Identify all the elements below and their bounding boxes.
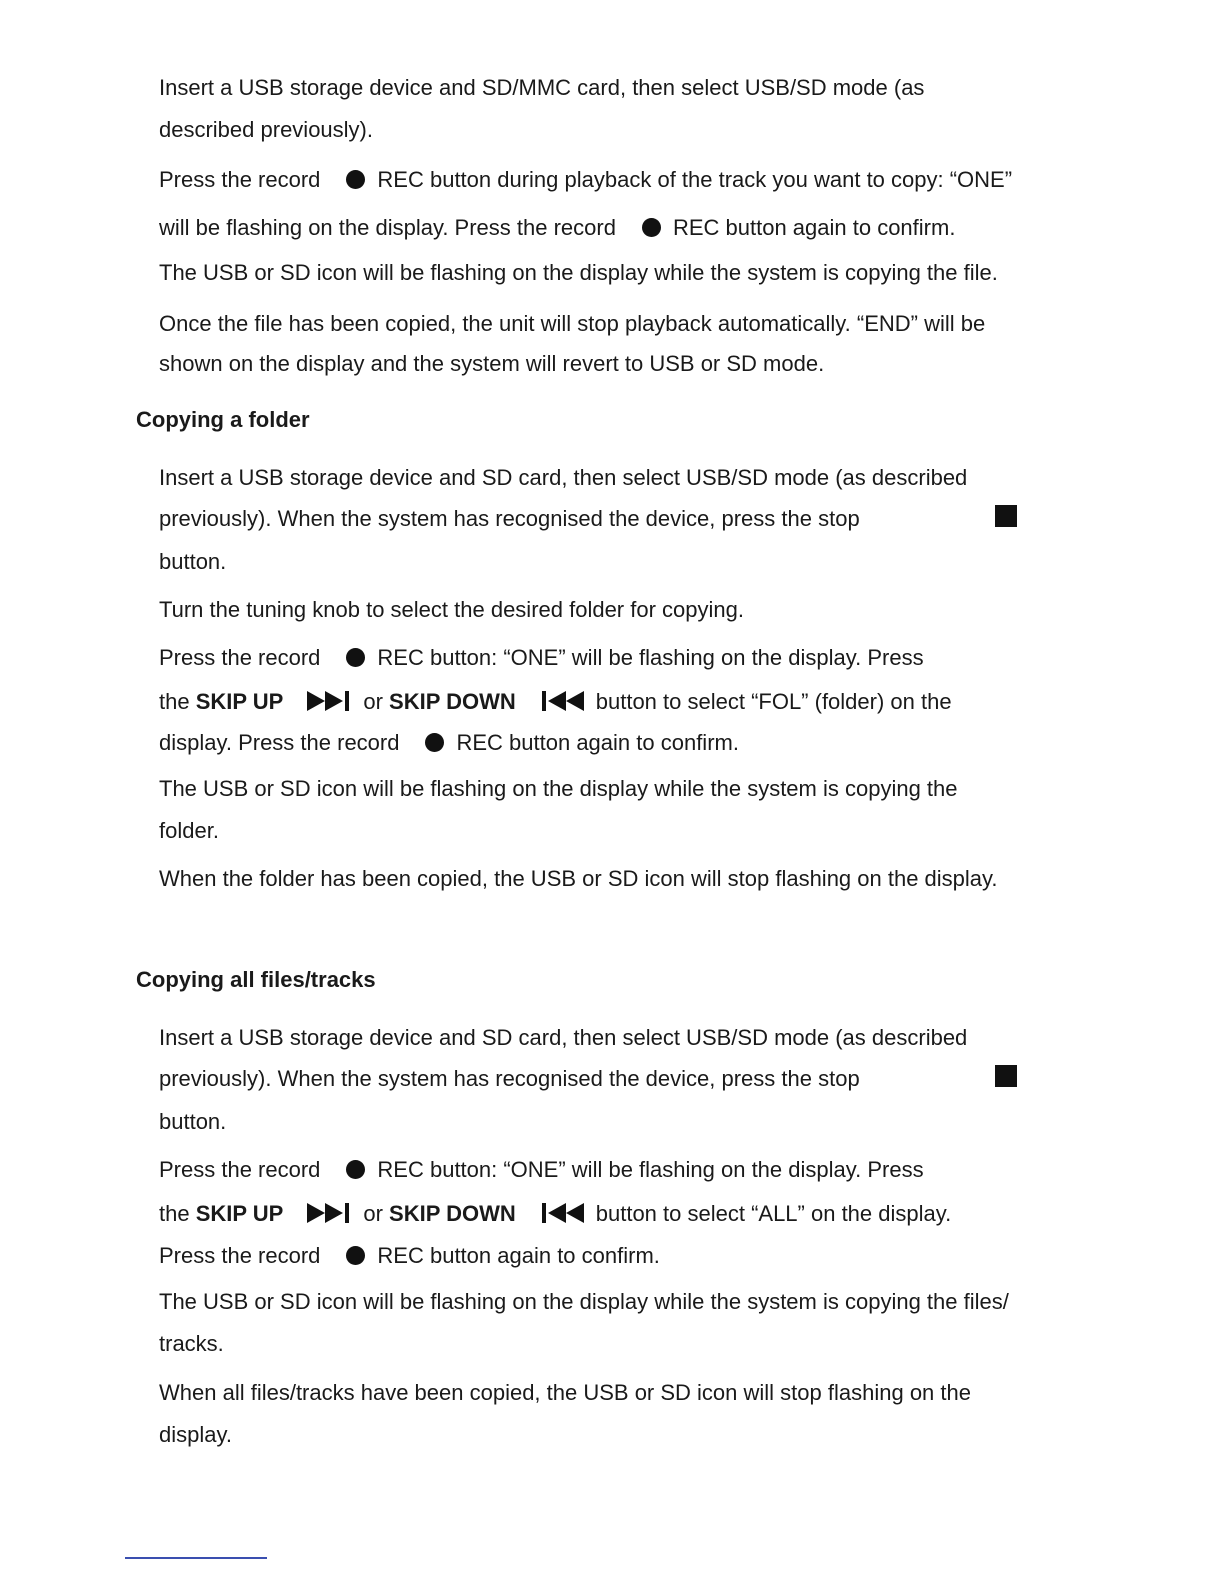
folder-line-10: When the folder has been copied, the USB or SD icon will stop flashing on the display. [159,866,998,891]
stop-icon [995,505,1017,527]
folder-line-1: Insert a USB storage device and SD card, then select USB/SD mode (as described [159,465,968,490]
text: display. Press the record [159,730,400,755]
folder-line-7 [159,729,739,757]
all-line-7: The USB or SD icon will be flashing on the display while the system is copying the files/ [159,1289,1009,1314]
intro-line-2: described previously). [159,117,373,142]
text: button to select “FOL” (folder) on the [595,689,952,714]
text: REC button: “ONE” will be flashing on the display. Press [377,1157,924,1182]
text: REC button again to confirm. [377,1243,660,1268]
text: or [363,1201,383,1226]
all-line-2 [159,1065,1017,1093]
heading-copying-folder: Copying a folder [136,407,310,432]
text: Press the record [159,645,321,670]
intro-line-3 [159,166,1012,194]
folder-line-5 [159,644,924,672]
text: previously). When the system has recognised the device, press the stop [159,1066,860,1091]
all-line-5 [159,1200,951,1228]
skip-down-label: SKIP DOWN [389,689,516,714]
all-line-3: button. [159,1109,227,1134]
text: Press the record [159,167,321,192]
folder-line-2 [159,505,1017,533]
text: button to select “ALL” on the display. [595,1201,952,1226]
text: the [159,689,190,714]
text: Press the record [159,1243,321,1268]
text: REC button during playback of the track you want to copy: “ONE” [377,167,1013,192]
all-line-6 [159,1242,660,1270]
all-line-10: display. [159,1422,232,1447]
footer-rule [125,1557,267,1559]
stop-icon [995,1065,1017,1087]
record-icon [425,733,444,752]
skip-up-icon [307,690,353,712]
text: REC button again to confirm. [456,730,739,755]
all-line-9: When all files/tracks have been copied, the USB or SD icon will stop flashing on the [159,1380,971,1405]
all-line-4 [159,1156,924,1184]
heading-copying-all: Copying all files/tracks [136,967,376,992]
all-line-1: Insert a USB storage device and SD card, then select USB/SD mode (as described [159,1025,968,1050]
intro-line-6: Once the file has been copied, the unit will stop playback automatically. “END” will be [159,311,986,336]
skip-up-label: SKIP UP [195,1201,284,1226]
record-icon [346,648,365,667]
skip-down-label: SKIP DOWN [389,1201,516,1226]
text: REC button: “ONE” will be flashing on the display. Press [377,645,924,670]
text: the [159,1201,190,1226]
intro-line-5: The USB or SD icon will be flashing on the display while the system is copying the file. [159,260,998,285]
folder-line-3: button. [159,549,227,574]
intro-line-1: Insert a USB storage device and SD/MMC card, then select USB/SD mode (as [159,75,925,100]
text: will be flashing on the display. Press the record [159,215,616,240]
record-icon [346,1160,365,1179]
folder-line-8: The USB or SD icon will be flashing on the display while the system is copying the [159,776,958,801]
skip-down-icon [540,1202,586,1224]
text: or [363,689,383,714]
record-icon [346,1246,365,1265]
record-icon [642,218,661,237]
folder-line-6 [159,688,952,716]
skip-down-icon [540,690,586,712]
folder-line-9: folder. [159,818,219,843]
skip-up-label: SKIP UP [195,689,284,714]
intro-line-4 [159,214,955,242]
text: Press the record [159,1157,321,1182]
folder-line-4: Turn the tuning knob to select the desired folder for copying. [159,597,744,622]
all-line-8: tracks. [159,1331,224,1356]
text: previously). When the system has recognised the device, press the stop [159,506,860,531]
intro-line-7: shown on the display and the system will revert to USB or SD mode. [159,351,825,376]
record-icon [346,170,365,189]
skip-up-icon [307,1202,353,1224]
text: REC button again to confirm. [672,215,956,240]
